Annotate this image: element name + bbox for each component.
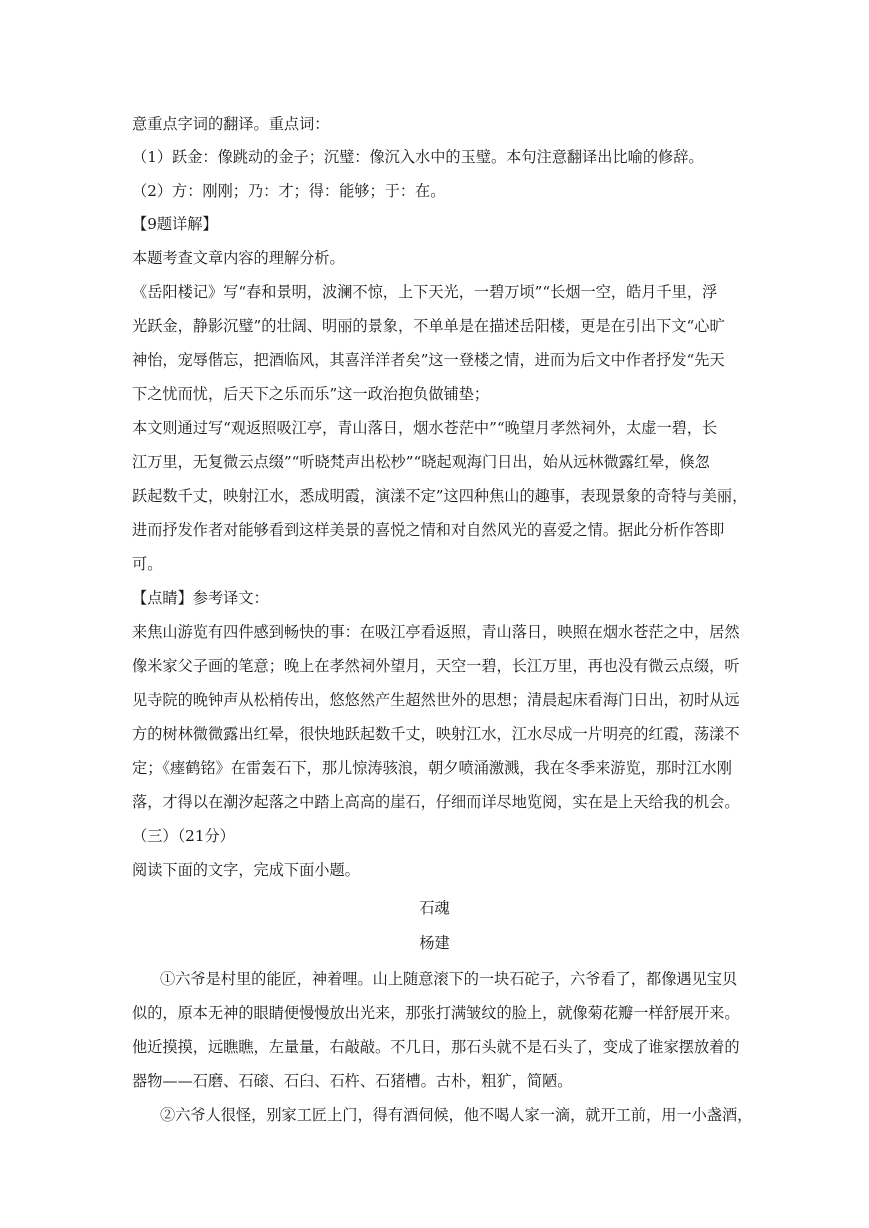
text-line: 本题考查文章内容的理解分析。: [132, 249, 345, 267]
text-line: 下之忧而忧，后天下之乐而乐”这一政治抱负做铺垫；: [132, 385, 490, 403]
text-line: 阅读下面的文字，完成下面小题。: [132, 861, 360, 879]
text-line: 本文则通过写“观返照吸江亭，青山落日，烟水苍茫中”“晚望月孝然祠外，太虚一碧，长: [132, 419, 718, 437]
text-line: 落，才得以在潮汐起落之中踏上高高的崖石，仔细而详尽地览阅，实在是上天给我的机会。: [132, 793, 740, 811]
story-line: ①六爷是村里的能匠，神着哩。山上随意滚下的一块石砣子，六爷看了，都像遇见宝贝: [160, 970, 738, 988]
story-author: 杨建: [419, 934, 450, 952]
story-line: 器物——石磨、石磙、石臼、石杵、石猪槽。古朴，粗犷，简陋。: [132, 1072, 573, 1090]
text-line: 进而抒发作者对能够看到这样美景的喜悦之情和对自然风光的喜爱之情。据此分析作答即: [132, 521, 725, 539]
text-line: （2）方：刚刚；乃：才；得：能够；于：在。: [132, 182, 446, 200]
story-line: 似的，原本无神的眼睛便慢慢放出光来，那张打满皱纹的脸上，就像菊花瓣一样舒展开来。: [132, 1004, 740, 1022]
text-line: 光跃金，静影沉璧”的壮阔、明丽的景象，不单单是在描述岳阳楼，更是在引出下文“心旷: [132, 317, 725, 335]
text-line: 江万里，无复微云点缀”“听晓梵声出松杪”“晓起观海门日出，始从远林微露红晕，倏忽: [132, 453, 710, 471]
text-line: 定；《瘗鹤铭》在雷轰石下，那儿惊涛骇浪，朝夕喷涌激溅，我在冬季来游览，那时江水刚: [132, 759, 732, 777]
story-line: 他近摸摸，远瞧瞧，左量量，右敲敲。不几日，那石头就不是石头了，变成了谁家摆放着的: [132, 1038, 740, 1056]
text-line: 跃起数千丈，映射江水，悉成明霞，演漾不定”这四种焦山的趣事，表现景象的奇特与美丽，: [132, 487, 748, 505]
text-line: 像米家父子画的笔意；晚上在孝然祠外望月，天空一碧，长江万里，再也没有微云点缀，听: [132, 657, 740, 675]
text-line: 可。: [132, 555, 163, 573]
text-line: 神怡，宠辱偕忘，把酒临风，其喜洋洋者矣”这一登楼之情，进而为后文中作者抒发“先天: [132, 351, 725, 369]
text-line: 方的树林微微露出红晕，很快地跃起数千丈，映射江水，江水尽成一片明亮的红霞，荡漾不: [132, 725, 740, 743]
section-heading: （三）（21分）: [132, 827, 235, 845]
story-title: 石魂: [419, 899, 450, 917]
text-line: 来焦山游览有四件感到畅快的事：在吸江亭看返照，青山落日，映照在烟水苍茫之中，居然: [132, 623, 740, 641]
section-heading: 【9题详解】: [132, 215, 218, 233]
text-line: 见寺院的晚钟声从松梢传出，悠悠然产生超然世外的思想；清晨起床看海门日出，初时从远: [132, 691, 740, 709]
text-line: 《岳阳楼记》写“春和景明，波澜不惊，上下天光，一碧万顷”“长烟一空，皓月千里，浮: [132, 283, 718, 301]
section-heading: 【点睛】参考译文：: [132, 589, 269, 607]
story-line: ②六爷人很怪，别家工匠上门，得有酒伺候，他不喝人家一滴，就开工前，用一小盏酒，: [160, 1106, 753, 1124]
text-line: （1）跃金：像跳动的金子；沉璧：像沉入水中的玉璧。本句注意翻译出比喻的修辞。: [132, 148, 704, 166]
text-line: 意重点字词的翻译。重点词：: [132, 115, 330, 133]
